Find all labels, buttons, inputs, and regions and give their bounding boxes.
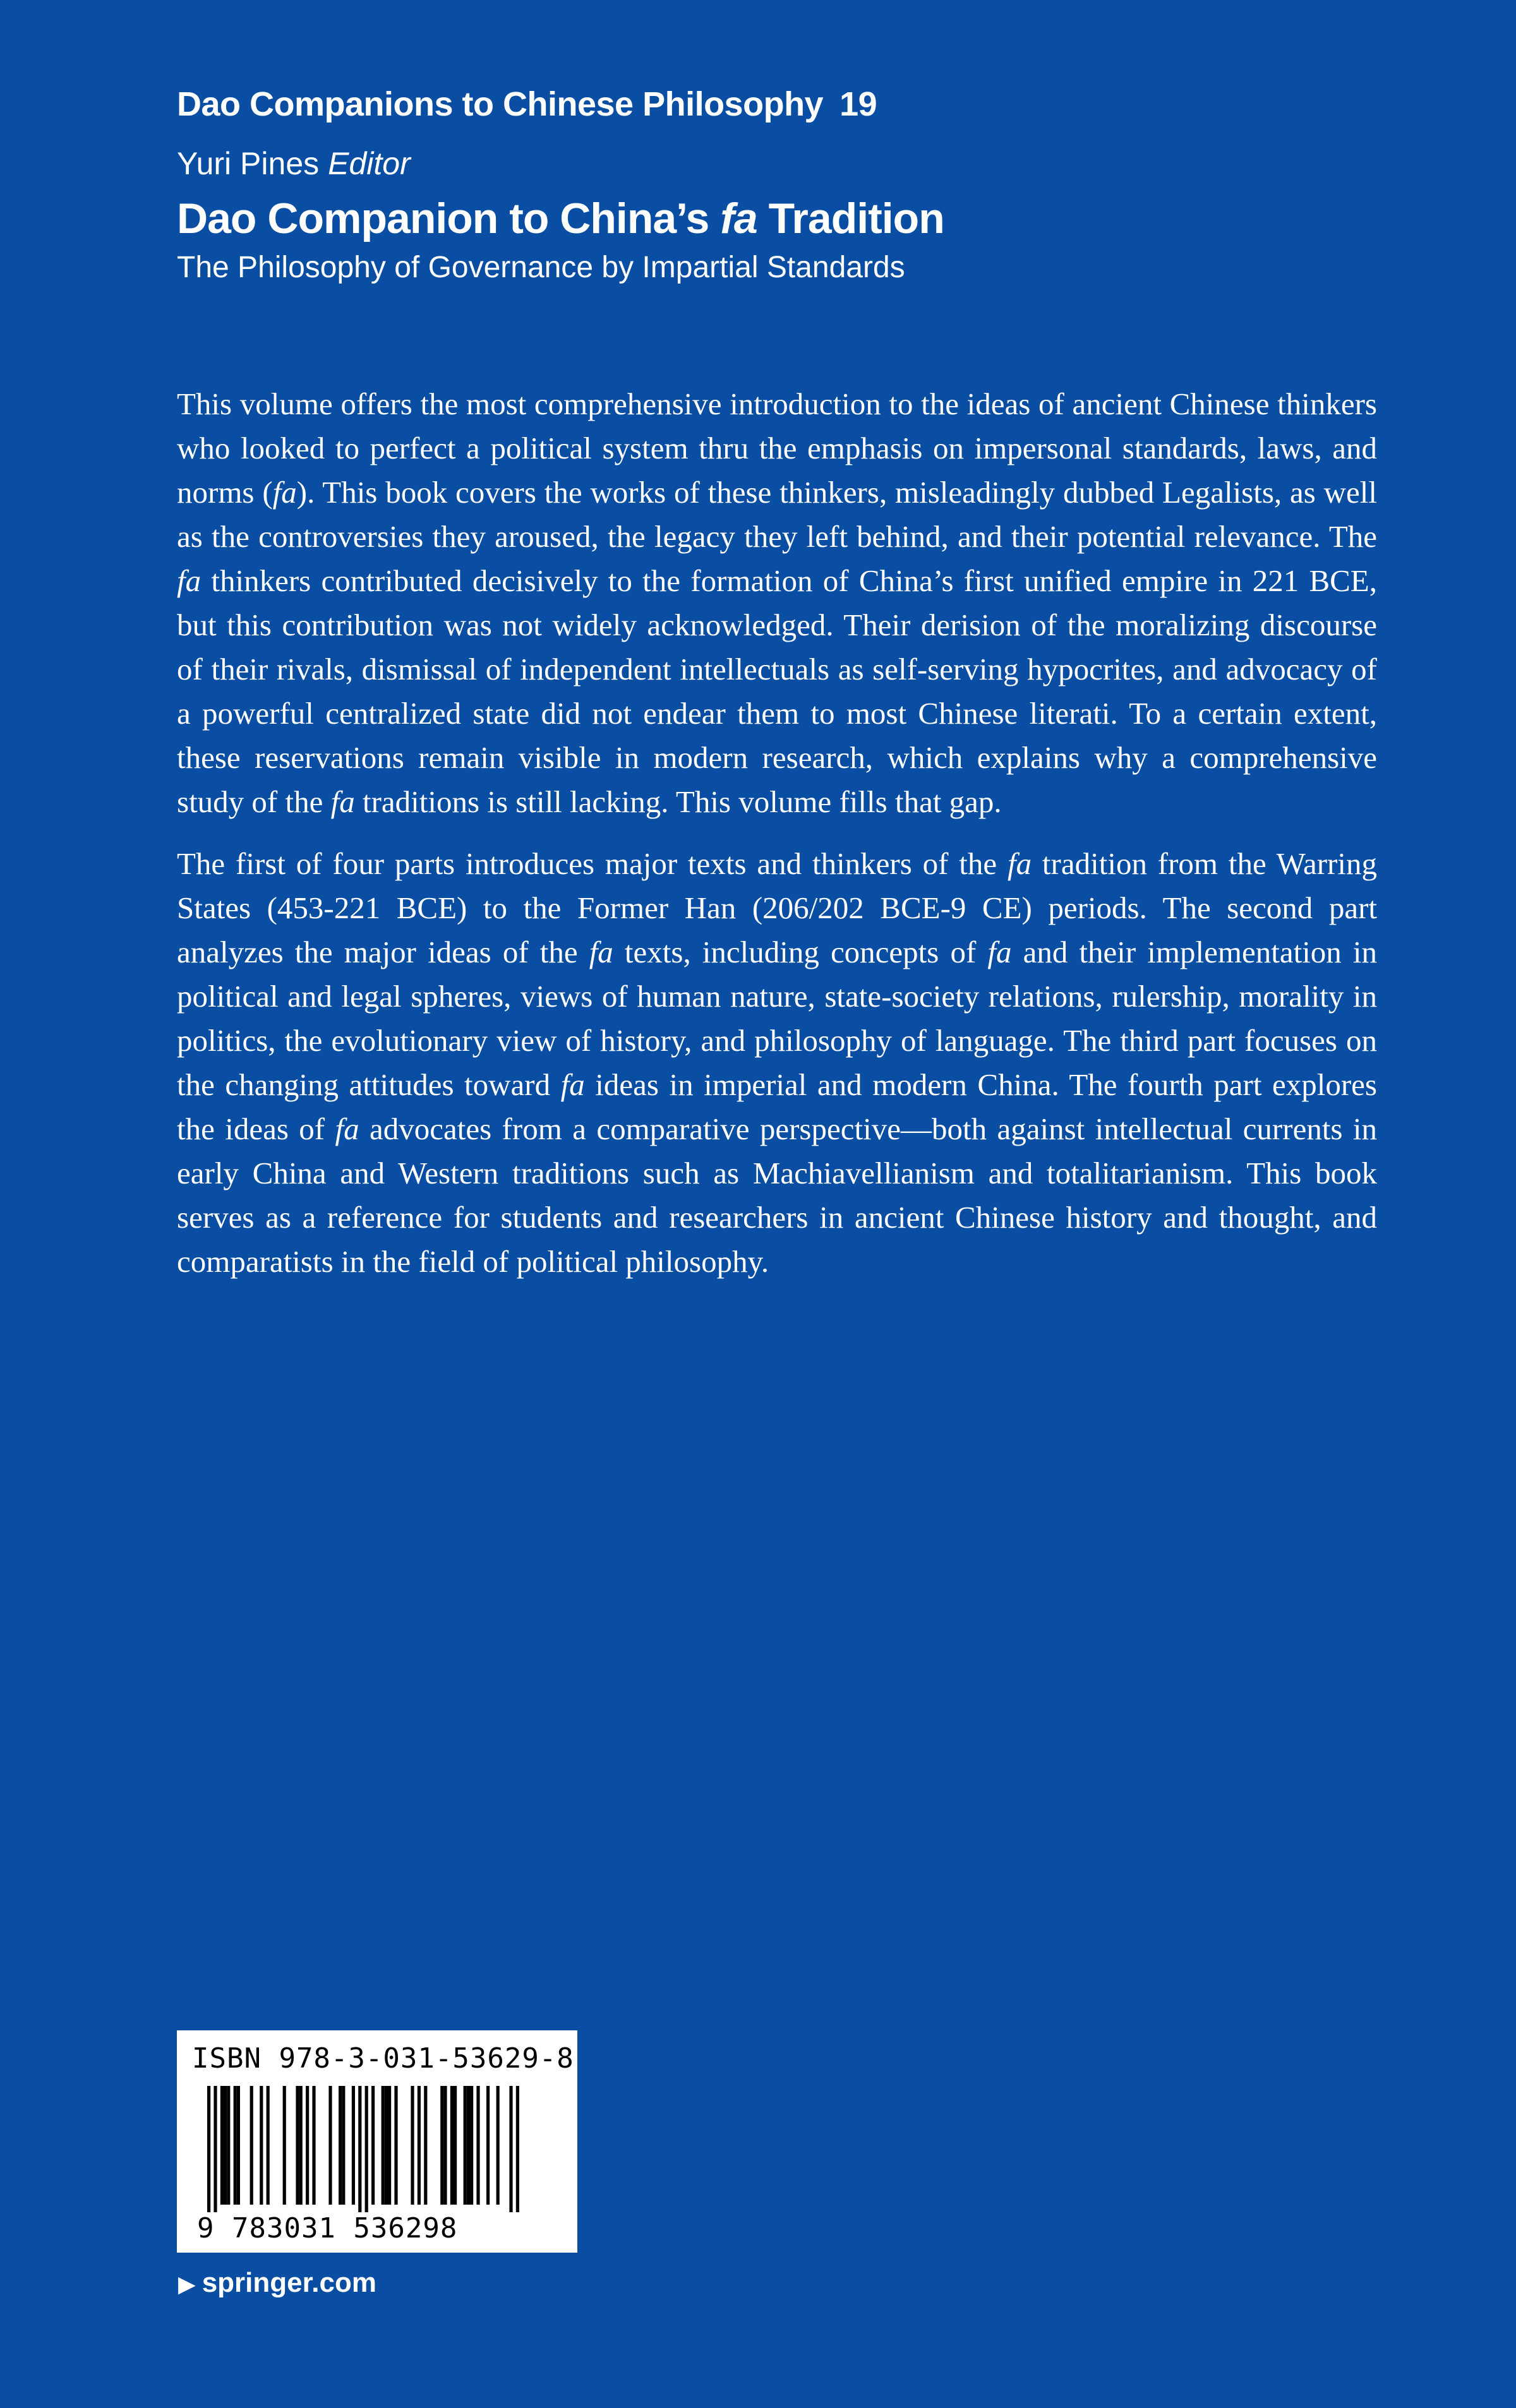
barcode-bar <box>424 2086 427 2205</box>
barcode-bar <box>440 2086 443 2205</box>
barcode-bar <box>470 2086 473 2205</box>
editor-name: Yuri Pines <box>177 146 320 181</box>
barcode-bar <box>312 2086 315 2205</box>
barcode-bar <box>418 2086 421 2205</box>
italic-term: fa <box>177 563 202 598</box>
barcode-bar <box>385 2086 388 2205</box>
barcode-bar <box>207 2086 210 2212</box>
editor-role: Editor <box>328 146 411 181</box>
barcode-bar <box>371 2086 375 2205</box>
italic-term: fa <box>1007 846 1032 881</box>
barcode-bar <box>464 2086 467 2205</box>
blurb-text-run: This volume offers the most comprehensive introduction to the ideas of ancient Chinese thinkers who looked to perfect a political system thru the emphasis on impersonal standards, laws, and norms ( <box>177 386 1377 510</box>
italic-term: fa <box>589 935 613 969</box>
publisher-website[interactable] <box>178 2264 376 2303</box>
italic-term: fa <box>560 1067 585 1102</box>
blurb-paragraph-2 <box>177 842 1377 1284</box>
barcode-bar <box>358 2086 361 2212</box>
blurb-paragraph-1 <box>177 382 1377 824</box>
barcode-bar <box>476 2086 479 2205</box>
barcode-bar <box>214 2086 217 2212</box>
barcode-bar <box>454 2086 457 2205</box>
barcode-bar <box>328 2086 332 2205</box>
series-line <box>177 82 1377 126</box>
barcode-bar <box>267 2086 270 2205</box>
italic-term: fa <box>272 475 297 510</box>
barcode-bar <box>234 2086 237 2205</box>
triangle-right-icon: ▶ <box>178 2271 196 2297</box>
barcode-icon <box>207 2086 561 2212</box>
series-name: Dao Companions to Chinese Philosophy <box>177 85 824 123</box>
barcode-bar <box>296 2086 299 2205</box>
barcode-bar <box>260 2086 263 2205</box>
barcode-bar <box>509 2086 512 2212</box>
blurb-text-run: and their implementation in political and legal spheres, views of human nature, state-society relations, rulership, morality in politics, the evolutionary view of history, and philosophy of language. The third part focuses on the changing attitudes toward <box>177 935 1378 1102</box>
barcode-bar <box>306 2086 309 2205</box>
isbn-barcode-block <box>177 2030 577 2253</box>
barcode-bar <box>496 2086 500 2205</box>
back-cover-blurb <box>177 382 1377 1302</box>
barcode-bar <box>224 2086 227 2205</box>
barcode-bar <box>365 2086 368 2212</box>
barcode-bar <box>283 2086 286 2205</box>
barcode-bar <box>342 2086 345 2205</box>
barcode-bar <box>443 2086 447 2205</box>
series-number: 19 <box>839 85 877 123</box>
barcode-bar <box>220 2086 224 2205</box>
publisher-website-label: springer.com <box>202 2267 376 2298</box>
blurb-text-run: advocates from a comparative perspective—both against intellectual currents in early China and Western traditions such as Machiavellianism and totalitarianism. This book serves as a reference for students and researchers in ancient Chinese history and thought, and comparatists in the field of political philosophy. <box>177 1111 1377 1279</box>
barcode-bar <box>411 2086 414 2205</box>
barcode-bar <box>467 2086 470 2205</box>
barcode-bar <box>382 2086 385 2205</box>
blurb-text-run: traditions is still lacking. This volume fills that gap. <box>354 784 1002 819</box>
book-title-part-1: Dao Companion to China’s <box>177 195 721 243</box>
barcode-bar <box>516 2086 519 2212</box>
italic-term: fa <box>335 1111 359 1146</box>
barcode-bar <box>339 2086 342 2205</box>
blurb-text-run: thinkers contributed decisively to the formation of China’s first unified empire in 221 BCE, but this contribution was not widely acknowledged. Their derision of the moralizing discourse of their rivals, dismissal of independent intellectuals as self-serving hypocrites, and advocacy of a powerful centralized state did not endear them to most Chinese literati. To a certain extent, these reservations remain visible in modern research, which explains why a comprehensive study of the <box>177 563 1377 819</box>
barcode-bar <box>227 2086 230 2205</box>
book-subtitle: The Philosophy of Governance by Impartial Standards <box>177 251 905 284</box>
book-title-italic: fa <box>720 195 757 243</box>
blurb-text-run: texts, including concepts of <box>613 935 988 969</box>
blurb-text-run: tradition from the Warring States (453-221 BCE) to the Former Han (206/202 BCE-9 CE) periods. The second part analyzes the major ideas of the <box>177 846 1377 969</box>
blurb-text-run: ideas in imperial and modern China. The fourth part explores the ideas of <box>177 1067 1377 1146</box>
italic-term: fa <box>330 784 355 819</box>
barcode-bar <box>450 2086 454 2205</box>
isbn-label: ISBN 978-3-031-53629-8 <box>192 2042 574 2075</box>
editor-line <box>177 144 1377 183</box>
blurb-text-run: ). This book covers the works of these thinkers, misleadingly dubbed Legalists, as well as the controversies they aroused, the legacy they left behind, and their potential relevance. The <box>177 475 1377 554</box>
barcode-bar <box>250 2086 253 2205</box>
blurb-text-run: The first of four parts introduces major texts and thinkers of the <box>177 846 1008 881</box>
barcode-bar <box>388 2086 391 2205</box>
barcode-bar <box>237 2086 240 2205</box>
barcode-bar <box>352 2086 355 2205</box>
book-title-part-2: Tradition <box>757 195 944 243</box>
barcode-bar <box>299 2086 303 2205</box>
italic-term: fa <box>987 935 1012 969</box>
book-title <box>177 192 1377 245</box>
barcode-bar <box>486 2086 490 2205</box>
barcode-digits: 9 783031 536298 <box>197 2212 458 2244</box>
cover-header <box>177 82 1377 287</box>
barcode-bar <box>394 2086 397 2205</box>
